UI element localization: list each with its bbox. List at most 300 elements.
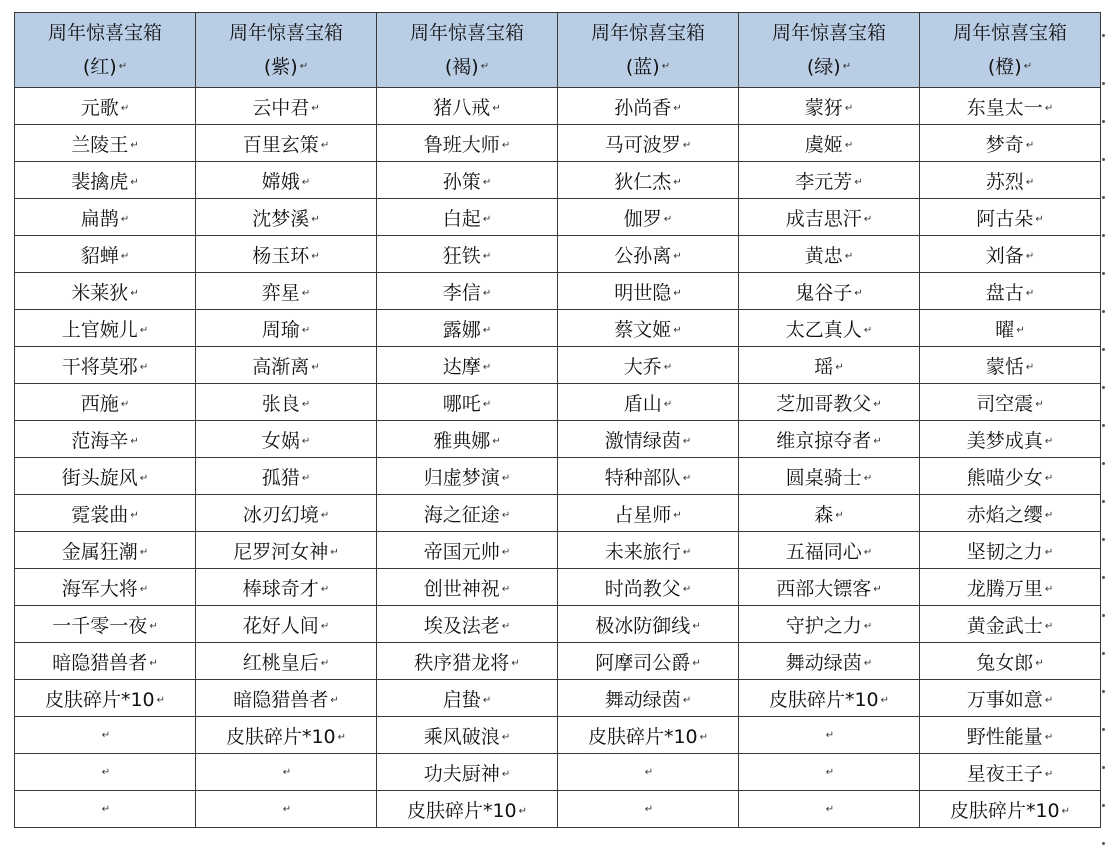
table-cell [377, 643, 558, 680]
cell-text: 芝加哥教父 [776, 392, 872, 415]
cell-text: 鲁班大师 [423, 133, 500, 156]
table-row [15, 606, 1101, 643]
table-cell [377, 162, 558, 199]
table-cell [558, 384, 739, 421]
table-cell [920, 458, 1101, 495]
paragraph-mark-icon: ↵ [501, 546, 511, 558]
paragraph-mark-icon: ↵ [863, 657, 873, 669]
paragraph-mark-icon: ↵ [130, 509, 139, 521]
paragraph-mark-icon: ↵ [301, 472, 311, 484]
table-cell [15, 569, 196, 606]
table-cell [196, 680, 377, 717]
table-cell [739, 199, 920, 236]
header-title: 周年惊喜宝箱 [590, 21, 705, 44]
table-cell [558, 236, 739, 273]
cell-text: 金属狂潮 [61, 540, 138, 563]
cell-text: 蒙恬 [985, 355, 1024, 378]
cell-text: 黄忠 [804, 244, 843, 267]
paragraph-mark-icon: ↵ [337, 731, 347, 743]
cell-text: 猪八戒 [433, 96, 491, 119]
header-title: 周年惊喜宝箱 [228, 21, 343, 44]
cell-text: 杨玉环 [252, 244, 310, 267]
table-row [15, 162, 1101, 199]
table-cell [196, 643, 377, 680]
table-cell [739, 310, 920, 347]
paragraph-mark-icon: ↵ [120, 250, 130, 262]
paragraph-mark-icon: ↵ [130, 287, 139, 299]
table-row [15, 384, 1101, 421]
table-cell [196, 791, 377, 828]
cell-text: 兰陵王 [71, 133, 129, 156]
cell-text: 蔡文姬 [614, 318, 672, 341]
row-end-marker [1102, 652, 1105, 655]
paragraph-mark-icon: ↵ [156, 694, 166, 706]
header-variant: (紫) [263, 55, 298, 78]
header-cell-red [15, 13, 196, 88]
table-row [15, 495, 1101, 532]
paragraph-mark-icon: ↵ [130, 176, 139, 188]
table-cell [377, 532, 558, 569]
table-cell [558, 125, 739, 162]
header-variant: (绿) [806, 55, 841, 78]
cell-text: 暗隐猎兽者 [52, 651, 148, 674]
cell-text: 占星师 [614, 503, 672, 526]
cell-text: 周瑜 [261, 318, 300, 341]
paragraph-mark-icon: ↵ [330, 694, 339, 706]
cell-text: 干将莫邪 [61, 355, 138, 378]
cell-text: 一千零一夜 [52, 614, 148, 637]
cell-text: 守护之力 [785, 614, 862, 637]
paragraph-mark-icon: ↵ [330, 546, 339, 558]
paragraph-mark-icon: ↵ [482, 213, 492, 225]
paragraph-mark-icon: ↵ [320, 509, 330, 521]
paragraph-mark-icon: ↵ [101, 804, 111, 815]
table-cell [377, 569, 558, 606]
paragraph-mark-icon: ↵ [863, 472, 873, 484]
cell-text: 阿古朵 [976, 207, 1034, 230]
cell-text: 张良 [261, 392, 300, 415]
paragraph-mark-icon: ↵ [299, 61, 309, 73]
row-end-marker [1102, 842, 1105, 845]
paragraph-mark-icon: ↵ [1044, 583, 1054, 595]
table-cell [739, 680, 920, 717]
table-cell [377, 384, 558, 421]
cell-text: 云中君 [252, 96, 310, 119]
table-cell [15, 88, 196, 125]
cell-text: 皮肤碎片*10 [949, 799, 1060, 822]
table-row [15, 680, 1101, 717]
cell-text: 舞动绿茵 [785, 651, 862, 674]
cell-text: 美梦成真 [966, 429, 1043, 452]
header-cell-orange [920, 13, 1101, 88]
cell-text: 曜 [995, 318, 1015, 341]
row-end-marker [1102, 728, 1105, 731]
header-variant: (褐) [444, 55, 479, 78]
cell-text: 元歌 [80, 96, 119, 119]
table-row [15, 125, 1101, 162]
cell-text: 李元芳 [795, 170, 853, 193]
cell-text: 森 [814, 503, 834, 526]
paragraph-mark-icon: ↵ [699, 731, 709, 743]
cell-text: 公孙离 [614, 244, 672, 267]
cell-text: 暗隐猎兽者 [233, 688, 329, 711]
cell-text: 孙尚香 [614, 96, 672, 119]
table-cell [377, 791, 558, 828]
row-end-marker [1102, 310, 1105, 313]
table-cell [196, 495, 377, 532]
paragraph-mark-icon: ↵ [673, 102, 682, 114]
row-end-marker [1102, 576, 1105, 579]
cell-text: 马可波罗 [604, 133, 681, 156]
cell-text: 范海辛 [71, 429, 129, 452]
paragraph-mark-icon: ↵ [880, 694, 890, 706]
table-row [15, 791, 1101, 828]
cell-text: 归虚梦演 [423, 466, 500, 489]
row-end-marker [1102, 804, 1105, 807]
cell-text: 未来旅行 [604, 540, 681, 563]
paragraph-mark-icon: ↵ [682, 139, 692, 151]
table-cell [739, 384, 920, 421]
paragraph-mark-icon: ↵ [120, 213, 130, 225]
table-cell [558, 717, 739, 754]
paragraph-mark-icon: ↵ [311, 213, 320, 225]
paragraph-mark-icon: ↵ [139, 583, 149, 595]
paragraph-mark-icon: ↵ [139, 472, 149, 484]
table-cell [739, 569, 920, 606]
paragraph-mark-icon: ↵ [644, 804, 654, 815]
cell-text: 司空震 [976, 392, 1034, 415]
table-cell [15, 273, 196, 310]
cell-text: 孙策 [442, 170, 481, 193]
cell-text: 弈星 [261, 281, 300, 304]
cell-text: 维京掠夺者 [776, 429, 872, 452]
cell-text: 苏烈 [985, 170, 1024, 193]
table-cell [196, 717, 377, 754]
paragraph-mark-icon: ↵ [301, 398, 311, 410]
header-variant: (红) [82, 55, 117, 78]
cell-text: 赤焰之缨 [966, 503, 1043, 526]
paragraph-mark-icon: ↵ [501, 472, 511, 484]
paragraph-mark-icon: ↵ [482, 694, 492, 706]
cell-text: 米莱狄 [71, 281, 129, 304]
paragraph-mark-icon: ↵ [149, 657, 158, 669]
table-cell [920, 532, 1101, 569]
paragraph-mark-icon: ↵ [1025, 361, 1035, 373]
reward-table [14, 12, 1101, 828]
table-cell [558, 458, 739, 495]
paragraph-mark-icon: ↵ [863, 324, 873, 336]
paragraph-mark-icon: ↵ [282, 804, 292, 815]
paragraph-mark-icon: ↵ [480, 61, 490, 73]
paragraph-mark-icon: ↵ [682, 435, 692, 447]
paragraph-mark-icon: ↵ [1044, 472, 1054, 484]
cell-text: 盾山 [623, 392, 662, 415]
row-end-marker [1102, 500, 1105, 503]
cell-text: 沈梦溪 [252, 207, 310, 230]
cell-text: 露娜 [442, 318, 481, 341]
cell-text: 上官婉儿 [61, 318, 138, 341]
table-cell [739, 236, 920, 273]
paragraph-mark-icon: ↵ [1044, 731, 1054, 743]
paragraph-mark-icon: ↵ [673, 509, 682, 521]
table-cell [15, 495, 196, 532]
paragraph-mark-icon: ↵ [311, 250, 320, 262]
table-row [15, 458, 1101, 495]
cell-text: 皮肤碎片*10 [406, 799, 517, 822]
paragraph-mark-icon: ↵ [130, 139, 139, 151]
cell-text: 尼罗河女神 [233, 540, 329, 563]
table-cell [15, 680, 196, 717]
table-cell [15, 347, 196, 384]
paragraph-mark-icon: ↵ [1025, 287, 1035, 299]
cell-text: 哪吒 [442, 392, 481, 415]
cell-text: 功夫厨神 [423, 762, 500, 785]
cell-text: 太乙真人 [785, 318, 862, 341]
table-cell [558, 643, 739, 680]
cell-text: 裴擒虎 [71, 170, 129, 193]
table-row [15, 643, 1101, 680]
cell-text: 西部大镖客 [776, 577, 872, 600]
table-cell [920, 310, 1101, 347]
paragraph-mark-icon: ↵ [825, 730, 835, 741]
cell-text: 特种部队 [604, 466, 681, 489]
table-cell [558, 791, 739, 828]
paragraph-mark-icon: ↵ [1044, 768, 1054, 780]
paragraph-mark-icon: ↵ [1044, 509, 1054, 521]
header-variant: (蓝) [625, 55, 660, 78]
paragraph-mark-icon: ↵ [492, 435, 501, 447]
cell-text: 坚韧之力 [966, 540, 1043, 563]
paragraph-mark-icon: ↵ [873, 435, 882, 447]
paragraph-mark-icon: ↵ [311, 361, 320, 373]
paragraph-mark-icon: ↵ [482, 361, 492, 373]
paragraph-mark-icon: ↵ [139, 361, 149, 373]
cell-text: 海之征途 [423, 503, 500, 526]
table-cell [377, 88, 558, 125]
paragraph-mark-icon: ↵ [692, 620, 701, 632]
paragraph-mark-icon: ↵ [482, 324, 492, 336]
paragraph-mark-icon: ↵ [854, 176, 863, 188]
table-row [15, 310, 1101, 347]
table-body [15, 88, 1101, 828]
paragraph-mark-icon: ↵ [873, 583, 882, 595]
cell-text: 创世神祝 [423, 577, 500, 600]
table-cell [15, 162, 196, 199]
paragraph-mark-icon: ↵ [139, 546, 149, 558]
paragraph-mark-icon: ↵ [663, 398, 673, 410]
table-cell [739, 458, 920, 495]
paragraph-mark-icon: ↵ [482, 287, 492, 299]
paragraph-mark-icon: ↵ [825, 804, 835, 815]
paragraph-mark-icon: ↵ [501, 509, 511, 521]
cell-text: 白起 [442, 207, 481, 230]
table-cell [920, 384, 1101, 421]
paragraph-mark-icon: ↵ [1035, 398, 1044, 410]
table-cell [15, 199, 196, 236]
cell-text: 虞姬 [804, 133, 843, 156]
paragraph-mark-icon: ↵ [835, 361, 844, 373]
paragraph-mark-icon: ↵ [149, 620, 158, 632]
paragraph-mark-icon: ↵ [511, 657, 520, 669]
cell-text: 霓裳曲 [71, 503, 129, 526]
header-cell-green [739, 13, 920, 88]
table-cell [558, 199, 739, 236]
row-end-marker [1102, 424, 1105, 427]
paragraph-mark-icon: ↵ [501, 731, 511, 743]
table-cell [920, 754, 1101, 791]
cell-text: 皮肤碎片*10 [768, 688, 879, 711]
table-cell [920, 236, 1101, 273]
row-end-marker [1102, 272, 1105, 275]
table-cell [196, 606, 377, 643]
paragraph-mark-icon: ↵ [301, 287, 311, 299]
paragraph-mark-icon: ↵ [482, 176, 492, 188]
table-cell [739, 162, 920, 199]
cell-text: 时尚教父 [604, 577, 681, 600]
table-cell [739, 88, 920, 125]
table-row [15, 717, 1101, 754]
table-cell [558, 495, 739, 532]
table-cell [377, 754, 558, 791]
cell-text: 启蛰 [442, 688, 481, 711]
row-end-marker [1102, 614, 1105, 617]
table-row [15, 236, 1101, 273]
table-cell [377, 458, 558, 495]
cell-text: 孤猎 [261, 466, 300, 489]
table-cell [196, 162, 377, 199]
table-cell [196, 569, 377, 606]
paragraph-mark-icon: ↵ [1023, 61, 1033, 73]
paragraph-mark-icon: ↵ [501, 768, 511, 780]
table-cell [739, 495, 920, 532]
paragraph-mark-icon: ↵ [482, 250, 492, 262]
table-cell [377, 421, 558, 458]
table-cell [15, 717, 196, 754]
header-title: 周年惊喜宝箱 [47, 21, 162, 44]
cell-text: 成吉思汗 [785, 207, 862, 230]
cell-text: 伽罗 [623, 207, 662, 230]
table-cell [377, 125, 558, 162]
table-row [15, 199, 1101, 236]
cell-text: 大乔 [623, 355, 662, 378]
table-cell [920, 199, 1101, 236]
cell-text: 嫦娥 [261, 170, 300, 193]
paragraph-mark-icon: ↵ [1044, 694, 1054, 706]
paragraph-mark-icon: ↵ [1044, 435, 1054, 447]
table-cell [196, 273, 377, 310]
cell-text: 百里玄策 [242, 133, 319, 156]
cell-text: 帝国元帅 [423, 540, 500, 563]
cell-text: 街头旋风 [61, 466, 138, 489]
table-cell [558, 754, 739, 791]
row-end-marker [1102, 120, 1105, 123]
table-cell [739, 273, 920, 310]
table-cell [196, 236, 377, 273]
table-cell [196, 532, 377, 569]
table-cell [558, 532, 739, 569]
cell-text: 野性能量 [966, 725, 1043, 748]
header-title: 周年惊喜宝箱 [771, 21, 886, 44]
cell-text: 阿摩司公爵 [595, 651, 691, 674]
table-row [15, 347, 1101, 384]
table-cell [558, 606, 739, 643]
paragraph-mark-icon: ↵ [663, 213, 673, 225]
table-cell [739, 717, 920, 754]
table-cell [558, 421, 739, 458]
paragraph-mark-icon: ↵ [320, 139, 330, 151]
table-cell [15, 384, 196, 421]
table-cell [920, 495, 1101, 532]
table-cell [920, 125, 1101, 162]
paragraph-mark-icon: ↵ [320, 657, 330, 669]
table-cell [196, 199, 377, 236]
paragraph-mark-icon: ↵ [854, 287, 863, 299]
table-cell [196, 125, 377, 162]
paragraph-mark-icon: ↵ [644, 767, 654, 778]
table-cell [196, 310, 377, 347]
cell-text: 瑶 [814, 355, 834, 378]
table-cell [739, 791, 920, 828]
table-cell [377, 199, 558, 236]
cell-text: 红桃皇后 [242, 651, 319, 674]
cell-text: 雅典娜 [433, 429, 491, 452]
cell-text: 星夜王子 [966, 762, 1043, 785]
paragraph-mark-icon: ↵ [1025, 250, 1035, 262]
cell-text: 貂蝉 [80, 244, 119, 267]
paragraph-mark-icon: ↵ [501, 139, 511, 151]
cell-text: 女娲 [261, 429, 300, 452]
cell-text: 狄仁杰 [614, 170, 672, 193]
cell-text: 兔女郎 [976, 651, 1034, 674]
paragraph-mark-icon: ↵ [120, 398, 130, 410]
paragraph-mark-icon: ↵ [1035, 213, 1044, 225]
table-cell [558, 569, 739, 606]
table-cell [196, 88, 377, 125]
cell-text: 刘备 [985, 244, 1024, 267]
table-cell [15, 125, 196, 162]
paragraph-mark-icon: ↵ [661, 61, 671, 73]
paragraph-mark-icon: ↵ [844, 139, 854, 151]
table-cell [920, 88, 1101, 125]
table-cell [377, 606, 558, 643]
header-title: 周年惊喜宝箱 [409, 21, 524, 44]
table-cell [920, 606, 1101, 643]
table-cell [558, 680, 739, 717]
paragraph-mark-icon: ↵ [120, 102, 130, 114]
cell-text: 花好人间 [242, 614, 319, 637]
table-cell [739, 643, 920, 680]
table-cell [920, 791, 1101, 828]
table-cell [920, 569, 1101, 606]
paragraph-mark-icon: ↵ [863, 213, 873, 225]
cell-text: 极冰防御线 [595, 614, 691, 637]
header-variant: (橙) [987, 55, 1022, 78]
header-title: 周年惊喜宝箱 [952, 21, 1067, 44]
cell-text: 龙腾万里 [966, 577, 1043, 600]
cell-text: 乘风破浪 [423, 725, 500, 748]
paragraph-mark-icon: ↵ [844, 102, 854, 114]
table-row [15, 421, 1101, 458]
paragraph-mark-icon: ↵ [835, 509, 844, 521]
paragraph-mark-icon: ↵ [118, 61, 128, 73]
table-cell [377, 680, 558, 717]
paragraph-mark-icon: ↵ [1035, 657, 1044, 669]
paragraph-mark-icon: ↵ [1025, 176, 1035, 188]
table-cell [558, 310, 739, 347]
table-cell [377, 347, 558, 384]
paragraph-mark-icon: ↵ [682, 546, 692, 558]
table-cell [739, 125, 920, 162]
